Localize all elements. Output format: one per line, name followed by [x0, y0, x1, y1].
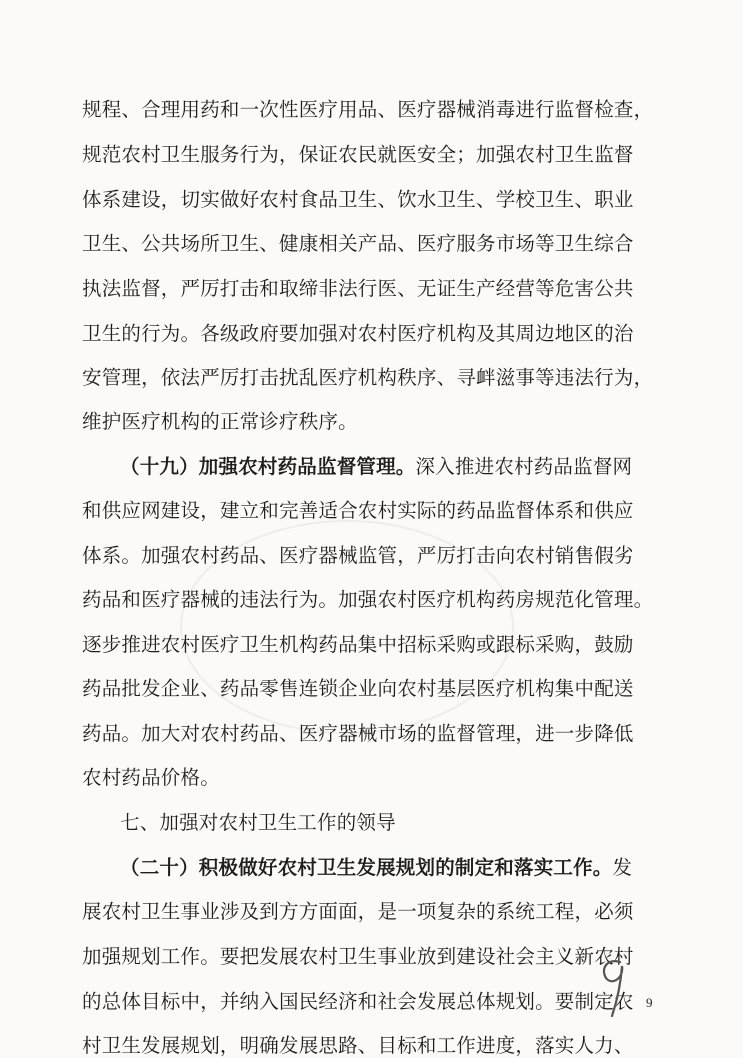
text-line: 体系。加强农村药品、医疗器械监管，严厉打击向农村销售假劣 — [82, 544, 634, 567]
text-line: 药品批发企业、药品零售连锁企业向农村基层医疗机构集中配送 — [82, 677, 634, 700]
text-line: 展农村卫生事业涉及到方方面面，是一项复杂的系统工程，必须 — [82, 900, 634, 923]
text-line: 和供应网建设，建立和完善适合农村实际的药品监督体系和供应 — [82, 499, 634, 522]
text-line: 逐步推进农村医疗卫生机构药品集中招标采购或跟标采购，鼓励 — [82, 633, 634, 656]
section-19-first-line — [120, 455, 710, 479]
text-line: 卫生、公共场所卫生、健康相关产品、医疗服务市场等卫生综合 — [82, 232, 634, 255]
page-number: 9 — [646, 995, 653, 1010]
text-line: 规程、合理用药和一次性医疗用品、医疗器械消毒进行监督检查， — [82, 98, 654, 121]
text-line: 卫生的行为。各级政府要加强对农村医疗机构及其周边地区的治 — [82, 322, 634, 345]
chapter-7-heading: 七、加强对农村卫生工作的领导 — [120, 811, 396, 834]
text-line: 药品。加大对农村药品、医疗器械市场的监督管理，进一步降低 — [82, 722, 634, 745]
text-line: 执法监督，严厉打击和取缔非法行医、无证生产经营等危害公共 — [82, 277, 634, 300]
text-line: 安管理，依法严厉打击扰乱医疗机构秩序、寻衅滋事等违法行为， — [82, 366, 654, 389]
section-19-text: 深入推进农村药品监督网 — [415, 455, 633, 478]
text-line: 药品和医疗器械的违法行为。加强农村医疗机构药房规范化管理。 — [82, 588, 654, 611]
section-20-first-line — [120, 856, 710, 880]
text-line: 农村药品价格。 — [82, 766, 220, 789]
text-line: 的总体目标中，并纳入国民经济和社会发展总体规划。要制定农 — [82, 990, 634, 1013]
text-line: 加强规划工作。要把发展农村卫生事业放到建设社会主义新农村 — [82, 945, 634, 968]
text-line: 村卫生发展规划，明确发展思路、目标和工作进度，落实人力、 — [82, 1034, 634, 1057]
section-20-title: （二十）积极做好农村卫生发展规划的制定和落实工作。 — [120, 856, 613, 879]
section-19-title: （十九）加强农村药品监督管理。 — [120, 455, 416, 478]
handwritten-page-mark — [590, 950, 640, 1020]
section-20-text: 发 — [612, 856, 633, 879]
text-line: 规范农村卫生服务行为，保证农民就医安全；加强农村卫生监督 — [82, 143, 634, 166]
text-line: 维护医疗机构的正常诊疗秩序。 — [82, 410, 358, 433]
text-line: 体系建设，切实做好农村食品卫生、饮水卫生、学校卫生、职业 — [82, 188, 634, 211]
